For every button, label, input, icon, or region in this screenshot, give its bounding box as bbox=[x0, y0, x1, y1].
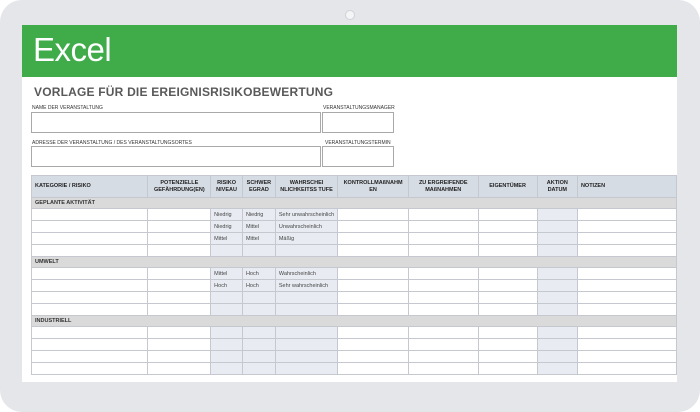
table-cell[interactable] bbox=[338, 245, 409, 257]
table-cell[interactable] bbox=[148, 363, 211, 375]
table-row bbox=[32, 280, 677, 292]
address-field[interactable] bbox=[31, 146, 321, 167]
table-row bbox=[32, 292, 677, 304]
table-cell[interactable] bbox=[148, 221, 211, 233]
category-label: UMWELT bbox=[32, 257, 677, 268]
table-cell[interactable] bbox=[537, 221, 577, 233]
table-cell[interactable] bbox=[275, 363, 337, 375]
table-cell[interactable] bbox=[338, 268, 409, 280]
table-cell[interactable] bbox=[242, 292, 275, 304]
table-cell[interactable] bbox=[242, 339, 275, 351]
table-cell[interactable]: Sehr wahrscheinlich bbox=[275, 280, 337, 292]
table-header-row bbox=[32, 176, 677, 198]
table-cell[interactable] bbox=[537, 268, 577, 280]
table-cell[interactable] bbox=[32, 363, 148, 375]
table-cell[interactable] bbox=[32, 221, 148, 233]
table-cell[interactable] bbox=[338, 363, 409, 375]
table-cell[interactable] bbox=[408, 292, 478, 304]
table-cell[interactable] bbox=[148, 245, 211, 257]
table-cell[interactable] bbox=[148, 292, 211, 304]
camera-dot bbox=[345, 10, 355, 20]
table-cell[interactable] bbox=[577, 209, 676, 221]
table-cell[interactable] bbox=[577, 280, 676, 292]
table-cell[interactable] bbox=[32, 280, 148, 292]
table-row bbox=[32, 209, 677, 221]
table-cell[interactable] bbox=[537, 339, 577, 351]
table-row bbox=[32, 233, 677, 245]
col-header-owner: EIGENTÜMER bbox=[478, 176, 537, 198]
table-row bbox=[32, 268, 677, 280]
col-header-likelihood: WAHRSCHEI NLICHKEITSS TUFE bbox=[275, 176, 337, 198]
table-cell[interactable]: Wahrscheinlich bbox=[275, 268, 337, 280]
table-cell[interactable] bbox=[242, 363, 275, 375]
table-cell[interactable]: Niedrig bbox=[211, 209, 243, 221]
table-cell[interactable] bbox=[338, 209, 409, 221]
table-cell[interactable] bbox=[478, 339, 537, 351]
table-cell[interactable] bbox=[275, 304, 337, 316]
table-cell[interactable] bbox=[32, 233, 148, 245]
table-cell[interactable] bbox=[408, 209, 478, 221]
table-cell[interactable] bbox=[242, 327, 275, 339]
table-cell[interactable] bbox=[211, 351, 243, 363]
table-row bbox=[32, 339, 677, 351]
screen bbox=[22, 25, 677, 382]
table-cell[interactable] bbox=[211, 304, 243, 316]
table-cell[interactable] bbox=[338, 280, 409, 292]
table-row bbox=[32, 245, 677, 257]
table-cell[interactable] bbox=[148, 339, 211, 351]
table-cell[interactable] bbox=[478, 209, 537, 221]
table-cell[interactable] bbox=[408, 304, 478, 316]
table-cell[interactable] bbox=[338, 292, 409, 304]
table-cell[interactable] bbox=[408, 245, 478, 257]
table-cell[interactable] bbox=[32, 304, 148, 316]
table-cell[interactable] bbox=[32, 351, 148, 363]
table-cell[interactable] bbox=[478, 245, 537, 257]
col-header-actions: ZU ERGREIFENDE MAßNAHMEN bbox=[408, 176, 478, 198]
table-cell[interactable] bbox=[478, 221, 537, 233]
table-cell[interactable] bbox=[338, 233, 409, 245]
table-cell[interactable] bbox=[408, 327, 478, 339]
table-cell[interactable] bbox=[408, 268, 478, 280]
table-cell[interactable]: Mittel bbox=[242, 221, 275, 233]
table-row bbox=[32, 351, 677, 363]
table-cell[interactable] bbox=[537, 351, 577, 363]
table-cell[interactable] bbox=[408, 363, 478, 375]
table-cell[interactable] bbox=[338, 304, 409, 316]
table-cell[interactable] bbox=[577, 339, 676, 351]
table-row bbox=[32, 221, 677, 233]
table-cell[interactable] bbox=[478, 363, 537, 375]
col-header-severity: SCHWER EGRAD bbox=[242, 176, 275, 198]
table-cell[interactable] bbox=[275, 339, 337, 351]
table-cell[interactable] bbox=[242, 304, 275, 316]
table-cell[interactable] bbox=[577, 363, 676, 375]
table-cell[interactable]: Mittel bbox=[211, 268, 243, 280]
table-cell[interactable] bbox=[32, 245, 148, 257]
table-cell[interactable] bbox=[32, 209, 148, 221]
table-cell[interactable] bbox=[338, 327, 409, 339]
event-date-field[interactable] bbox=[322, 146, 394, 167]
table-cell[interactable]: Niedrig bbox=[242, 209, 275, 221]
risk-table-wrap bbox=[31, 175, 677, 375]
table-row bbox=[32, 327, 677, 339]
excel-banner bbox=[22, 25, 677, 77]
table-cell[interactable] bbox=[537, 363, 577, 375]
table-cell[interactable]: Mittel bbox=[242, 233, 275, 245]
col-header-action-date: AKTION DATUM bbox=[537, 176, 577, 198]
table-cell[interactable] bbox=[275, 327, 337, 339]
table-cell[interactable] bbox=[408, 351, 478, 363]
table-cell[interactable] bbox=[211, 245, 243, 257]
col-header-notes: NOTIZEN bbox=[577, 176, 676, 198]
table-cell[interactable] bbox=[577, 292, 676, 304]
table-cell[interactable] bbox=[148, 268, 211, 280]
table-cell[interactable]: Hoch bbox=[242, 280, 275, 292]
table-row bbox=[32, 304, 677, 316]
table-cell[interactable] bbox=[32, 292, 148, 304]
table-cell[interactable] bbox=[211, 292, 243, 304]
table-cell[interactable] bbox=[242, 245, 275, 257]
table-cell[interactable] bbox=[577, 233, 676, 245]
table-cell[interactable] bbox=[408, 280, 478, 292]
address-label: ADRESSE DER VERANSTALTUNG / DES VERANSTALTUNGSORTES bbox=[32, 140, 192, 146]
page-title: VORLAGE FÜR DIE EREIGNISRISIKOBEWERTUNG bbox=[34, 85, 334, 99]
event-name-label: NAME DER VERANSTALTUNG bbox=[32, 105, 103, 111]
table-cell[interactable]: Hoch bbox=[242, 268, 275, 280]
category-label: GEPLANTE AKTIVITÄT bbox=[32, 198, 677, 209]
col-header-hazard: POTENZIELLE GEFÄHRDUNG(EN) bbox=[148, 176, 211, 198]
table-cell[interactable] bbox=[478, 233, 537, 245]
event-manager-field[interactable] bbox=[322, 112, 394, 133]
table-cell[interactable] bbox=[577, 221, 676, 233]
table-cell[interactable] bbox=[537, 304, 577, 316]
table-cell[interactable] bbox=[537, 280, 577, 292]
table-cell[interactable] bbox=[478, 292, 537, 304]
event-manager-label: VERANSTALTUNGSMANAGER bbox=[323, 105, 395, 111]
category-row bbox=[32, 198, 677, 209]
table-cell[interactable] bbox=[577, 245, 676, 257]
table-cell[interactable] bbox=[242, 351, 275, 363]
table-cell[interactable] bbox=[338, 351, 409, 363]
category-label: INDUSTRIELL bbox=[32, 316, 677, 327]
table-cell[interactable] bbox=[478, 327, 537, 339]
table-cell[interactable] bbox=[338, 339, 409, 351]
table-cell[interactable] bbox=[408, 221, 478, 233]
table-cell[interactable] bbox=[577, 327, 676, 339]
risk-table bbox=[31, 175, 677, 375]
table-cell[interactable] bbox=[211, 339, 243, 351]
table-cell[interactable]: Mäßig bbox=[275, 233, 337, 245]
table-cell[interactable] bbox=[32, 327, 148, 339]
table-cell[interactable] bbox=[408, 339, 478, 351]
event-name-field[interactable] bbox=[31, 112, 321, 133]
table-row bbox=[32, 363, 677, 375]
table-cell[interactable] bbox=[537, 245, 577, 257]
event-date-label: VERANSTALTUNGSTERMIN bbox=[325, 140, 391, 146]
table-cell[interactable] bbox=[148, 280, 211, 292]
col-header-category: KATEGORIE / RISIKO bbox=[32, 176, 148, 198]
table-cell[interactable] bbox=[478, 280, 537, 292]
table-cell[interactable] bbox=[537, 292, 577, 304]
col-header-risk-level: RISIKO NIVEAU bbox=[211, 176, 243, 198]
table-cell[interactable] bbox=[148, 327, 211, 339]
table-cell[interactable] bbox=[537, 233, 577, 245]
table-cell[interactable]: Unwahrscheinlich bbox=[275, 221, 337, 233]
table-cell[interactable]: Niedrig bbox=[211, 221, 243, 233]
table-cell[interactable] bbox=[148, 351, 211, 363]
table-cell[interactable] bbox=[478, 268, 537, 280]
table-cell[interactable] bbox=[275, 351, 337, 363]
table-cell[interactable] bbox=[478, 304, 537, 316]
table-cell[interactable] bbox=[32, 339, 148, 351]
table-cell[interactable] bbox=[537, 209, 577, 221]
table-cell[interactable] bbox=[577, 268, 676, 280]
table-cell[interactable]: Hoch bbox=[211, 280, 243, 292]
table-cell[interactable] bbox=[32, 268, 148, 280]
category-row bbox=[32, 316, 677, 327]
table-cell[interactable] bbox=[275, 245, 337, 257]
excel-logo: Excel bbox=[33, 31, 112, 68]
category-row bbox=[32, 257, 677, 268]
table-cell[interactable] bbox=[408, 233, 478, 245]
table-cell[interactable]: Sehr unwahrscheinlich bbox=[275, 209, 337, 221]
col-header-controls: KONTROLLMAßNAHM EN bbox=[338, 176, 409, 198]
table-cell[interactable] bbox=[275, 292, 337, 304]
table-cell[interactable] bbox=[577, 351, 676, 363]
table-cell[interactable] bbox=[211, 363, 243, 375]
table-cell[interactable]: Mittel bbox=[211, 233, 243, 245]
table-cell[interactable] bbox=[478, 351, 537, 363]
table-cell[interactable] bbox=[577, 304, 676, 316]
table-cell[interactable] bbox=[148, 233, 211, 245]
table-cell[interactable] bbox=[148, 304, 211, 316]
table-cell[interactable] bbox=[148, 209, 211, 221]
table-cell[interactable] bbox=[537, 327, 577, 339]
table-cell[interactable] bbox=[338, 221, 409, 233]
table-cell[interactable] bbox=[211, 327, 243, 339]
